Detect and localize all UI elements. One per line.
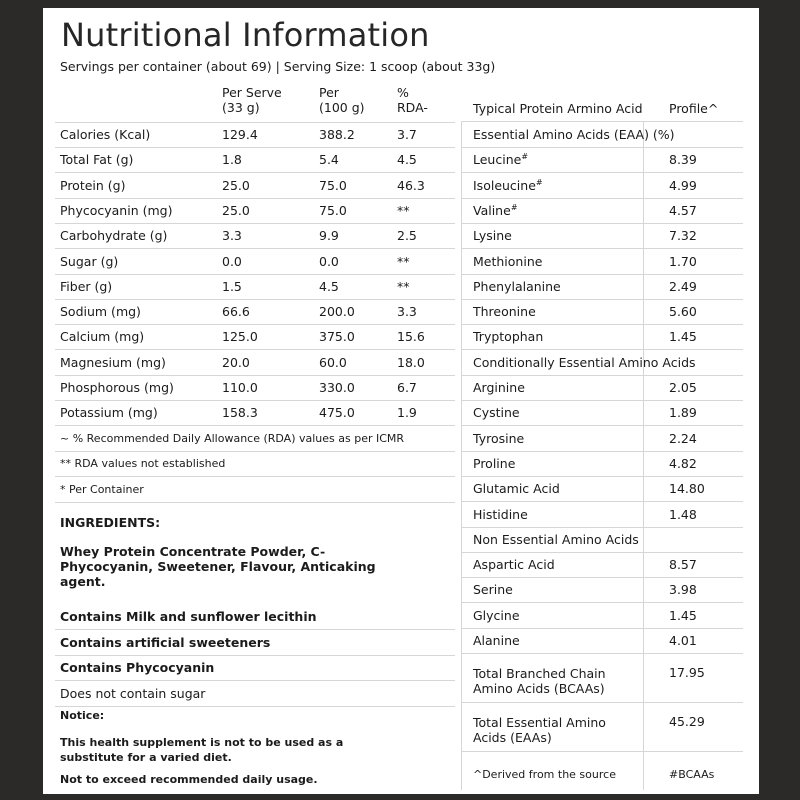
per-serve-value: 129.4 [222, 127, 258, 142]
nutrient-name: Phosphorous (mg) [60, 380, 174, 395]
amino-total-value: 17.95 [669, 665, 705, 680]
bcaa-mark: # [521, 152, 529, 162]
amino-name: Leucine# [473, 152, 529, 168]
amino-header-rule [461, 96, 743, 122]
statement-text: Does not contain sugar [60, 685, 206, 701]
bcaa-mark: # [510, 202, 518, 212]
amino-value: 8.57 [669, 557, 697, 573]
header-amino-profile: Profile^ [669, 101, 719, 116]
per-serve-value: 110.0 [222, 380, 258, 395]
amino-value: 4.01 [669, 633, 697, 648]
amino-section-title: Conditionally Essential Amino Acids [473, 354, 696, 370]
per-serve-value: 1.8 [222, 152, 242, 168]
nutrient-name: Calcium (mg) [60, 329, 145, 345]
amino-row [461, 147, 743, 173]
ingredients-heading: INGREDIENTS: [60, 515, 161, 530]
per-serve-value: 0.0 [222, 253, 242, 269]
amino-row [461, 299, 743, 325]
rda-value: 4.5 [397, 152, 417, 168]
amino-name: Proline [473, 455, 516, 471]
amino-name: Lysine [473, 228, 512, 244]
rda-value: ** [397, 202, 410, 218]
amino-total-row [461, 703, 743, 752]
amino-row [461, 173, 743, 199]
nutrition-top-rule [55, 97, 455, 123]
nutrition-row [55, 223, 455, 249]
amino-name: Glutamic Acid [473, 481, 560, 497]
nutrient-name: Calories (Kcal) [60, 127, 151, 142]
amino-row [461, 249, 743, 275]
amino-value: 2.49 [669, 278, 697, 294]
nutrient-name: Carbohydrate (g) [60, 228, 168, 244]
amino-row [461, 198, 743, 224]
amino-section-title: Non Essential Amino Acids [473, 531, 639, 547]
amino-row [461, 476, 743, 502]
per-100g-value: 0.0 [319, 253, 339, 269]
statement-text: Contains artificial sweeteners [60, 634, 271, 650]
statement-text: Contains Phycocyanin [60, 660, 215, 675]
amino-value: 2.24 [669, 430, 697, 446]
header-per-serve: Per Serve (33 g) [222, 85, 282, 115]
nutrition-row [55, 350, 455, 376]
amino-section-row [461, 122, 743, 148]
per-serve-value: 25.0 [222, 177, 250, 193]
amino-row [461, 451, 743, 477]
per-100g-value: 60.0 [319, 354, 347, 370]
footnote-row [55, 426, 455, 452]
amino-value: 4.99 [669, 177, 697, 193]
nutrition-row [55, 274, 455, 300]
per-serve-value: 66.6 [222, 304, 250, 320]
footnote-text: ** RDA values not established [60, 457, 226, 470]
footnote-row [55, 477, 455, 503]
per-100g-value: 75.0 [319, 202, 347, 218]
page-title: Nutritional Information [61, 16, 430, 54]
nutrition-row [55, 198, 455, 224]
amino-row [461, 274, 743, 300]
amino-footer-bcaas: #BCAAs [669, 768, 715, 781]
amino-section-row [461, 350, 743, 376]
per-100g-value: 388.2 [319, 127, 355, 142]
nutrient-name: Magnesium (mg) [60, 354, 166, 370]
nutrition-row [55, 400, 455, 426]
amino-total-name: Total Branched Chain Amino Acids (BCAAs) [473, 666, 606, 696]
nutrient-name: Potassium (mg) [60, 405, 158, 421]
header-amino-name: Typical Protein Armino Acid [473, 101, 643, 116]
amino-name: Isoleucine# [473, 177, 543, 193]
footnote-text: ~ % Recommended Daily Allowance (RDA) values as per ICMR [60, 432, 405, 445]
amino-value: 1.45 [669, 607, 697, 623]
statement-text: Contains Milk and sunflower lecithin [60, 609, 317, 624]
amino-value: 3.98 [669, 582, 697, 598]
amino-name: Arginine [473, 380, 525, 395]
amino-value: 8.39 [669, 152, 697, 168]
notice-heading: Notice: [60, 709, 105, 722]
amino-footer-source: ^Derived from the source [473, 768, 616, 781]
header-per-100g: Per (100 g) [319, 85, 365, 115]
nutrient-name: Sodium (mg) [60, 304, 141, 320]
amino-value: 1.70 [669, 253, 697, 269]
amino-row [461, 223, 743, 249]
rda-value: 6.7 [397, 380, 417, 395]
rda-value: 2.5 [397, 228, 417, 244]
nutrition-row [55, 324, 455, 350]
servings-line: Servings per container (about 69) | Serving Size: 1 scoop (about 33g) [60, 59, 496, 74]
amino-value: 1.48 [669, 506, 697, 522]
ingredients-text: Whey Protein Concentrate Powder, C-Phycocyanin, Sweetener, Flavour, Anticaking agent. [60, 544, 376, 589]
amino-row [461, 502, 743, 528]
per-100g-value: 9.9 [319, 228, 339, 244]
per-100g-value: 4.5 [319, 278, 339, 294]
nutrition-row [55, 147, 455, 173]
nutrient-name: Total Fat (g) [60, 152, 134, 168]
nutrient-name: Sugar (g) [60, 253, 119, 269]
rda-value: 18.0 [397, 354, 425, 370]
header-rda: % RDA- [397, 85, 428, 115]
amino-name: Serine [473, 582, 513, 598]
per-serve-value: 25.0 [222, 202, 250, 218]
amino-value: 4.57 [669, 202, 697, 218]
per-serve-value: 158.3 [222, 405, 258, 421]
amino-value: 5.60 [669, 304, 697, 320]
notice-line-1: This health supplement is not to be used as a substitute for a varied diet. [60, 736, 344, 764]
amino-name: Tyrosine [473, 430, 525, 446]
amino-total-row [461, 654, 743, 703]
per-100g-value: 75.0 [319, 177, 347, 193]
per-100g-value: 475.0 [319, 405, 355, 421]
nutrition-row [55, 375, 455, 401]
rda-value: 3.7 [397, 127, 417, 142]
statement-row [55, 604, 455, 630]
amino-name: Valine# [473, 202, 518, 218]
per-100g-value: 5.4 [319, 152, 339, 168]
amino-row [461, 577, 743, 603]
rda-value: 46.3 [397, 177, 425, 193]
amino-total-value: 45.29 [669, 714, 705, 729]
rda-value: ** [397, 278, 410, 294]
nutrition-row [55, 299, 455, 325]
nutrition-row [55, 173, 455, 199]
amino-name: Threonine [473, 304, 536, 320]
rda-value: 1.9 [397, 405, 417, 421]
nutrient-name: Fiber (g) [60, 278, 113, 294]
footnote-text: * Per Container [60, 483, 144, 496]
statement-row [55, 630, 455, 656]
nutrition-label-card [43, 8, 759, 794]
bcaa-mark: # [535, 177, 543, 187]
amino-row [461, 552, 743, 578]
per-100g-value: 200.0 [319, 304, 355, 320]
statement-row [55, 655, 455, 681]
amino-row [461, 426, 743, 452]
rda-value: 15.6 [397, 329, 425, 345]
amino-row [461, 375, 743, 401]
amino-value: 2.05 [669, 380, 697, 395]
rda-value: ** [397, 253, 410, 269]
amino-name: Phenylalanine [473, 278, 561, 294]
amino-total-name: Total Essential Amino Acids (EAAs) [473, 715, 606, 745]
per-serve-value: 3.3 [222, 228, 242, 244]
per-serve-value: 125.0 [222, 329, 258, 345]
amino-name: Methionine [473, 253, 543, 269]
amino-name: Cystine [473, 405, 520, 421]
amino-row [461, 603, 743, 629]
per-serve-value: 1.5 [222, 278, 242, 294]
notice-line-2: Not to exceed recommended daily usage. [60, 773, 318, 786]
amino-value: 7.32 [669, 228, 697, 244]
rda-value: 3.3 [397, 304, 417, 320]
amino-name: Aspartic Acid [473, 557, 555, 573]
amino-section-title: Essential Amino Acids (EAA) (%) [473, 127, 675, 142]
amino-row [461, 324, 743, 350]
amino-name: Tryptophan [473, 329, 544, 345]
amino-value: 1.89 [669, 405, 697, 421]
statement-row [55, 681, 455, 707]
nutrition-row [55, 122, 455, 148]
amino-name: Glycine [473, 607, 520, 623]
per-serve-value: 20.0 [222, 354, 250, 370]
amino-value: 4.82 [669, 455, 697, 471]
nutrient-name: Protein (g) [60, 177, 126, 193]
amino-row [461, 400, 743, 426]
footnote-row [55, 451, 455, 477]
amino-section-row [461, 527, 743, 553]
per-100g-value: 330.0 [319, 380, 355, 395]
amino-value: 14.80 [669, 481, 705, 497]
nutrition-row [55, 249, 455, 275]
amino-row [461, 628, 743, 654]
amino-value: 1.45 [669, 329, 697, 345]
amino-name: Alanine [473, 633, 520, 648]
amino-name: Histidine [473, 506, 528, 522]
per-100g-value: 375.0 [319, 329, 355, 345]
nutrient-name: Phycocyanin (mg) [60, 202, 173, 218]
